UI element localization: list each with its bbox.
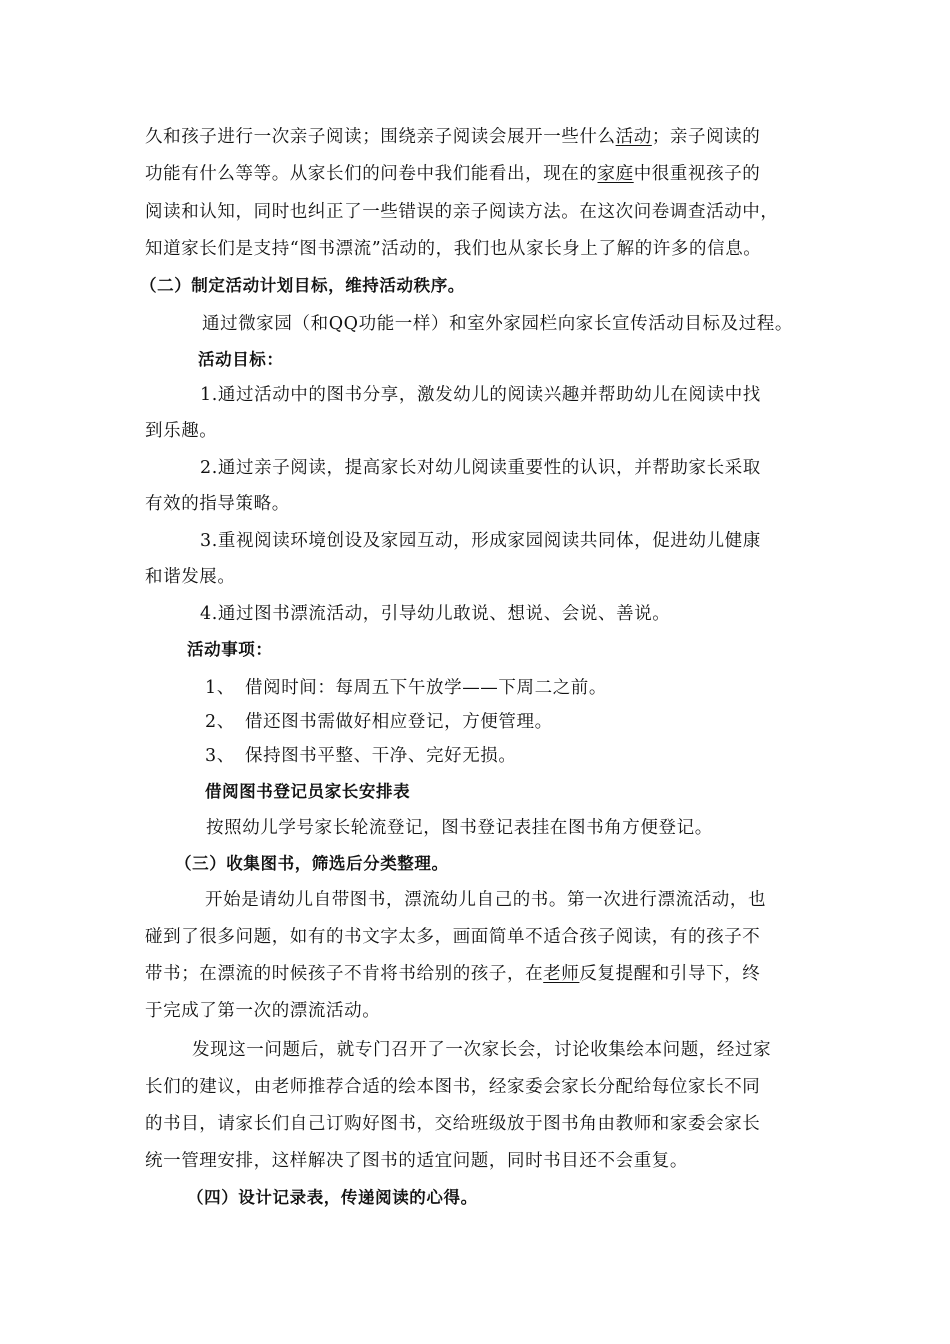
paragraph-2: 通过微家园（和QQ功能一样）和室外家园栏向家长宣传活动目标及过程。 (202, 314, 793, 334)
paragraph-4-line-2: 长们的建议，由老师推荐合适的绘本图书，经家委会家长分配给每位家长不同 (145, 1077, 761, 1097)
paragraph-4-line-3: 的书目，请家长们自己订购好图书，交给班级放于图书角由教师和家委会家长 (145, 1114, 761, 1134)
text-span: 反复提醒和引导下，终 (579, 964, 761, 984)
teacher-link[interactable]: 老师 (543, 964, 580, 984)
goal-4-line-1: 4.通过图书漂流活动，引导幼儿敢说、想说、会说、善说。 (200, 604, 671, 624)
item-2-number: 2、 (205, 712, 235, 732)
text-span: 功能有什么等等。从家长们的问卷中我们能看出，现在的 (145, 164, 598, 184)
items-heading: 活动事项： (187, 640, 273, 659)
paragraph-1-line-4: 知道家长们是支持“图书漂流”活动的，我们也从家长身上了解的许多的信息。 (145, 239, 762, 259)
section-heading-2: （二）制定活动计划目标，维持活动秩序。 (140, 276, 465, 295)
goal-1-line-2: 到乐趣。 (145, 421, 218, 441)
paragraph-3-line-3 (145, 962, 760, 986)
text-span: 久和孩子进行一次亲子阅读；围绕亲子阅读会展开一些什么 (145, 127, 616, 147)
schedule-table-heading: 借阅图书登记员家长安排表 (205, 782, 411, 801)
text-span: 中很重视孩子的 (633, 164, 761, 184)
goal-3-line-2: 和谐发展。 (145, 567, 236, 587)
schedule-table-note: 按照幼儿学号家长轮流登记，图书登记表挂在图书角方便登记。 (206, 818, 713, 838)
paragraph-3-line-2: 碰到了很多问题，如有的书文字太多，画面简单不适合孩子阅读，有的孩子不 (145, 927, 761, 947)
paragraph-4-line-4: 统一管理安排，这样解决了图书的适宜问题，同时书目还不会重复。 (145, 1151, 688, 1171)
paragraph-3-line-1: 开始是请幼儿自带图书，漂流幼儿自己的书。第一次进行漂流活动，也 (205, 890, 767, 910)
goal-2-line-1: 2.通过亲子阅读，提高家长对幼儿阅读重要性的认识，并帮助家长采取 (200, 458, 761, 478)
paragraph-3-line-4: 于完成了第一次的漂流活动。 (145, 1001, 381, 1021)
item-3-text: 保持图书平整、干净、完好无损。 (245, 746, 517, 766)
text-span: ；亲子阅读的 (651, 127, 761, 147)
paragraph-1-line-3: 阅读和认知，同时也纠正了一些错误的亲子阅读方法。在这次问卷调查活动中， (145, 202, 779, 222)
family-link[interactable]: 家庭 (597, 164, 634, 184)
section-heading-3: （三）收集图书，筛选后分类整理。 (175, 854, 449, 873)
section-heading-4: （四）设计记录表，传递阅读的心得。 (187, 1188, 478, 1207)
item-3-number: 3、 (205, 746, 235, 766)
paragraph-4-line-1: 发现这一问题后，就专门召开了一次家长会，讨论收集绘本问题，经过家 (192, 1040, 772, 1060)
text-span: 带书；在漂流的时候孩子不肯将书给别的孩子，在 (145, 964, 544, 984)
activity-link[interactable]: 活动 (615, 127, 652, 147)
item-2-text: 借还图书需做好相应登记，方便管理。 (245, 712, 553, 732)
goals-heading: 活动目标： (198, 350, 284, 369)
item-1-number: 1、 (205, 678, 235, 698)
goal-1-line-1: 1.通过活动中的图书分享，激发幼儿的阅读兴趣并帮助幼儿在阅读中找 (200, 385, 761, 405)
paragraph-1-line-1 (145, 125, 760, 149)
item-1-text: 借阅时间：每周五下午放学——下周二之前。 (245, 678, 607, 698)
paragraph-1-line-2 (145, 162, 760, 186)
goal-2-line-2: 有效的指导策略。 (145, 494, 290, 514)
goal-3-line-1: 3.重视阅读环境创设及家园互动，形成家园阅读共同体，促进幼儿健康 (200, 531, 761, 551)
